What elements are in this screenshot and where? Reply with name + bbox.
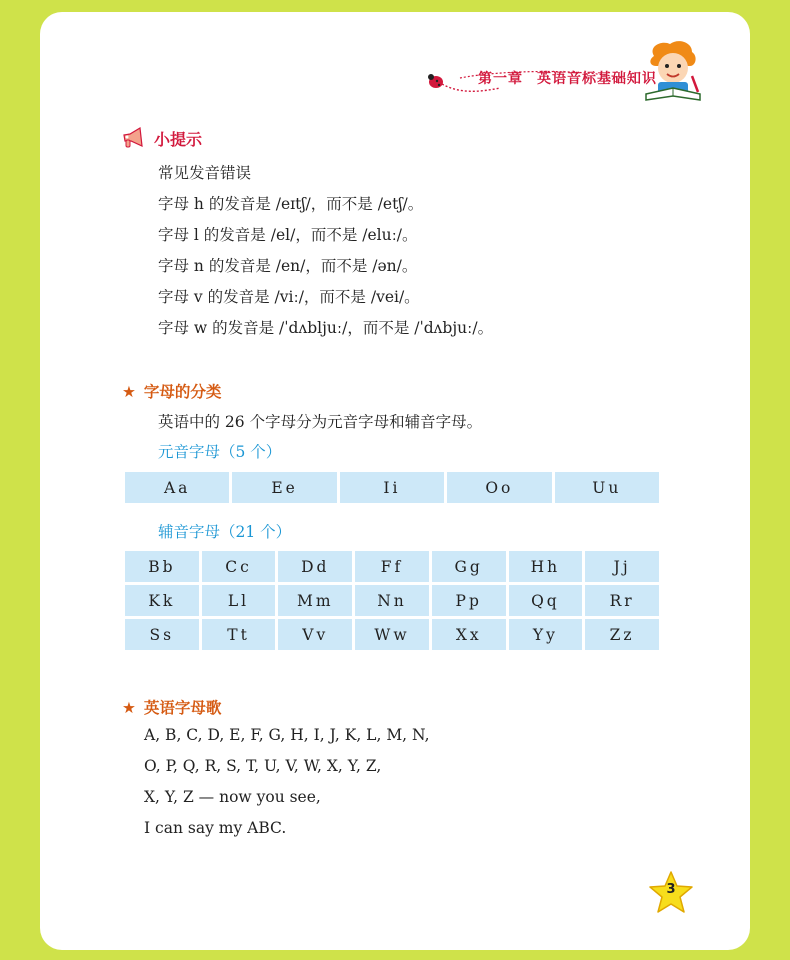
consonants-table [122,548,662,653]
page-number: 3 [666,882,676,897]
consonant-cell: Yy [509,619,583,650]
tip-line: 字母 w 的发音是 /ˈdʌbljuː/，而不是 /ˈdʌbjuː/。 [158,319,494,337]
boy-reading-icon [640,38,706,104]
classification-title: 字母的分类 [143,383,222,401]
consonant-cell: Vv [278,619,352,650]
consonant-cell: Cc [202,551,276,582]
vowels-table [122,469,662,506]
tip-line: 字母 v 的发音是 /viː/，而不是 /vei/。 [158,288,420,306]
song-line: I can say my ABC. [144,819,287,837]
consonant-cell: Hh [509,551,583,582]
consonant-cell: Gg [432,551,506,582]
song-line: O, P, Q, R, S, T, U, V, W, X, Y, Z, [144,757,382,775]
tip-heading [120,126,202,150]
consonant-cell: Dd [278,551,352,582]
table-row [125,619,659,650]
vowel-cell: Aa [125,472,229,503]
page-number-badge [648,870,694,916]
chapter-name: 英语音标基础知识 [537,71,657,87]
consonant-cell: Kk [125,585,199,616]
table-row [125,472,659,503]
table-row [125,551,659,582]
vowel-cell: Uu [555,472,659,503]
consonant-cell: Mm [278,585,352,616]
page [40,12,750,950]
tip-title: 小提示 [154,129,203,149]
vowels-heading: 元音字母（5 个） [158,443,282,461]
consonant-cell: Qq [509,585,583,616]
star-icon: ★ [122,699,136,717]
chapter-number: 第一章 [478,71,523,87]
tip-line: 字母 n 的发音是 /en/，而不是 /ən/。 [158,257,418,275]
consonant-cell: Tt [202,619,276,650]
star-icon: ★ [122,383,136,401]
vowel-cell: Oo [447,472,551,503]
tip-line: 字母 h 的发音是 /eɪtʃ/，而不是 /etʃ/。 [158,195,424,213]
consonant-cell: Ww [355,619,429,650]
song-line: A, B, C, D, E, F, G, H, I, J, K, L, M, N, [144,726,430,744]
tip-line: 字母 l 的发音是 /el/，而不是 /eluː/。 [158,226,418,244]
consonant-cell: Zz [585,619,659,650]
table-row [125,585,659,616]
consonant-cell: Rr [585,585,659,616]
chapter-title [478,68,657,88]
vowel-cell: Ii [340,472,444,503]
consonant-cell: Ff [355,551,429,582]
tip-line: 常见发音错误 [158,164,252,182]
chapter-header [380,48,740,118]
horn-icon [120,126,146,150]
song-line: X, Y, Z — now you see, [144,788,321,806]
vowel-cell: Ee [232,472,336,503]
song-heading [122,696,221,718]
consonant-cell: Ll [202,585,276,616]
classification-heading [122,380,221,402]
song-lines [144,720,430,844]
consonant-cell: Pp [432,585,506,616]
tip-lines [158,158,493,344]
consonant-cell: Bb [125,551,199,582]
consonant-cell: Ss [125,619,199,650]
ladybug-icon [428,74,443,88]
song-title: 英语字母歌 [143,699,222,717]
consonant-cell: Jj [585,551,659,582]
consonant-cell: Xx [432,619,506,650]
classification-intro: 英语中的 26 个字母分为元音字母和辅音字母。 [158,413,483,431]
consonant-cell: Nn [355,585,429,616]
consonants-heading: 辅音字母（21 个） [158,523,292,541]
